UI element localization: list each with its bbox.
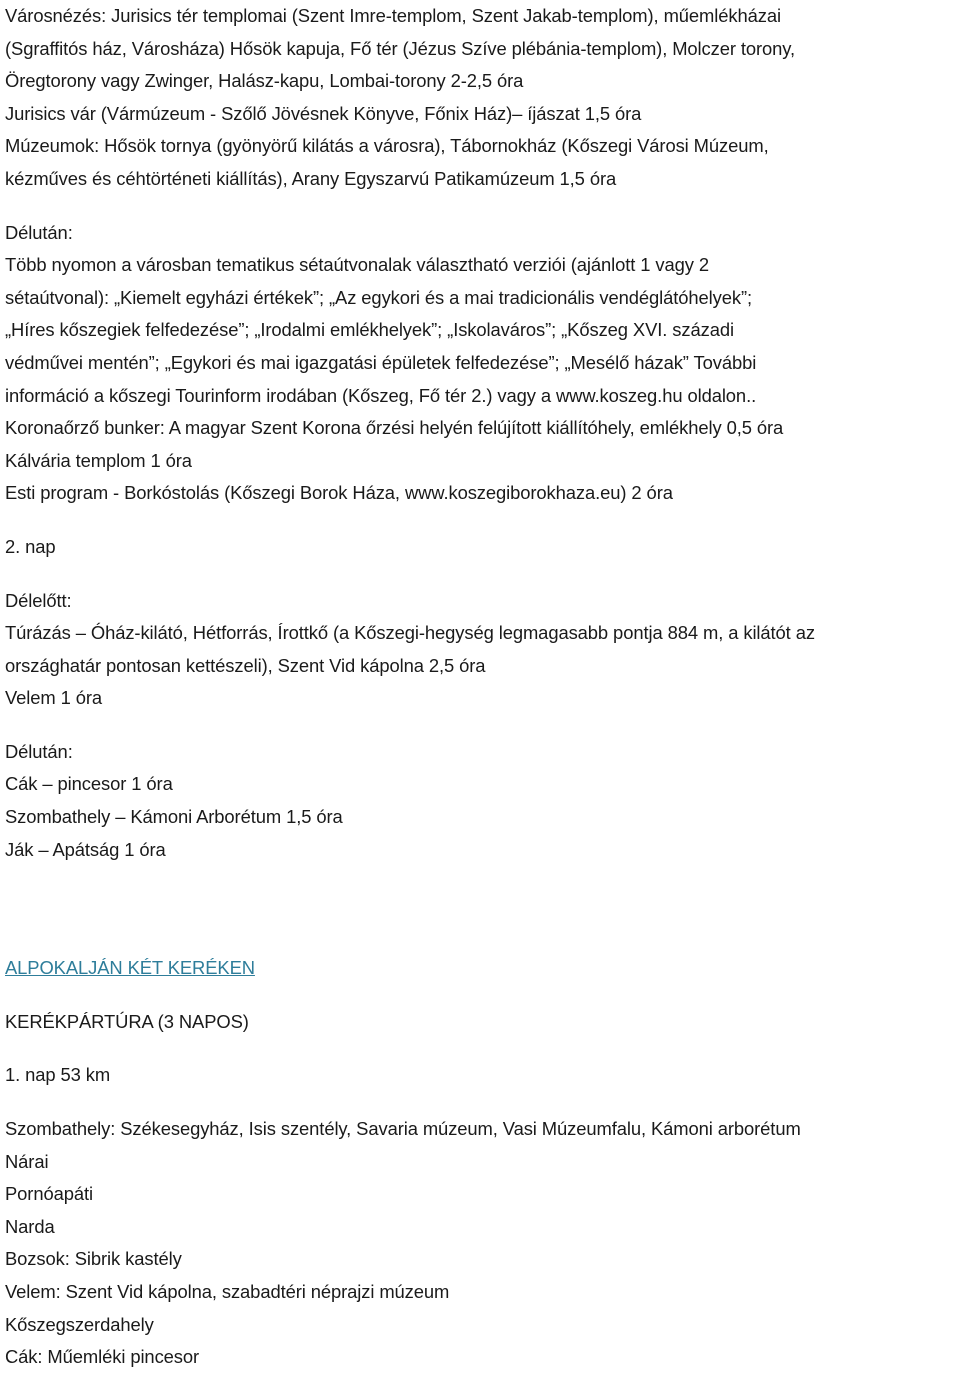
- bike-tour-link-text[interactable]: ALPOKALJÁN KÉT KERÉKEN: [5, 957, 255, 979]
- day2-afternoon-line: Ják – Apátság 1 óra: [5, 838, 166, 860]
- day1-morning-line: kézműves és céhtörténeti kiállítás), Arany Egyszarvú Patikamúzeum 1,5 óra: [5, 167, 617, 189]
- day1-afternoon-line: információ a kőszegi Tourinform irodában (Kőszeg, Fő tér 2.) vagy a www.koszeg.hu oldalon..: [5, 384, 757, 406]
- day1-morning-line: Jurisics vár (Vármúzeum - Szőlő Jövésnek Könyve, Főnix Ház)– íjászat 1,5 óra: [5, 102, 642, 124]
- day1-morning-line: (Sgraffitós ház, Városháza) Hősök kapuja, Fő tér (Jézus Szíve plébánia-templom), Molczer torony,: [5, 37, 796, 59]
- bike-tour-subtitle: KERÉKPÁRTÚRA (3 NAPOS): [5, 1010, 249, 1032]
- day1-afternoon-line: Koronaőrző bunker: A magyar Szent Korona őrzési helyén felújított kiállítóhely, emlékhely 0,5 óra: [5, 417, 784, 439]
- bike-tour-stop: Nárai: [5, 1150, 49, 1172]
- day1-morning-line: Öregtorony vagy Zwinger, Halász-kapu, Lombai-torony 2-2,5 óra: [5, 70, 524, 92]
- day1-morning-line: Múzeumok: Hősök tornya (gyönyörű kilátás a városra), Tábornokház (Kőszegi Városi Múzeum,: [5, 135, 769, 157]
- bike-tour-stop: Szombathely: Székesegyház, Isis szentély, Savaria múzeum, Vasi Múzeumfalu, Kámoni arborétum: [5, 1118, 801, 1140]
- day1-morning-line: Városnézés: Jurisics tér templomai (Szent Imre-templom, Szent Jakab-templom), műemlékházai: [5, 5, 781, 26]
- bike-tour-stop: Pornóapáti: [5, 1183, 93, 1205]
- bike-tour-stop: Bozsok: Sibrik kastély: [5, 1248, 182, 1270]
- bike-tour-day1-title: 1. nap 53 km: [5, 1064, 111, 1086]
- day2-morning-line: Túrázás – Óház-kilátó, Hétforrás, Írottkő (a Kőszegi-hegység legmagasabb pontja 884 m, a kilátót az: [5, 622, 815, 644]
- bike-tour-link[interactable]: [5, 952, 960, 985]
- day2-morning-line: országhatár pontosan kettészeli), Szent Vid kápolna 2,5 óra: [5, 654, 486, 676]
- day2-afternoon-line: Cák – pincesor 1 óra: [5, 773, 173, 795]
- day1-afternoon-line: védművei mentén”; „Egykori és mai igazgatási épületek felfedezése”; „Mesélő házak” További: [5, 351, 757, 373]
- day1-afternoon-line: sétaútvonal): „Kiemelt egyházi értékek”; „Az egykori és a mai tradicionális vendéglátóhelyek”;: [5, 286, 753, 308]
- document-page: [5, 0, 960, 1374]
- bike-tour-stop: Velem: Szent Vid kápolna, szabadtéri néprajzi múzeum: [5, 1281, 450, 1302]
- day1-afternoon-line: Több nyomon a városban tematikus sétaútvonalak választható verziói (ajánlott 1 vagy 2: [5, 254, 710, 276]
- day1-afternoon-line: Esti program - Borkóstolás (Kőszegi Borok Háza, www.koszegiborokhaza.eu) 2 óra: [5, 482, 673, 504]
- bike-tour-stop: Kőszegszerdahely: [5, 1313, 154, 1335]
- day2-afternoon-line: Szombathely – Kámoni Arborétum 1,5 óra: [5, 806, 343, 828]
- bike-tour-stop: Narda: [5, 1215, 55, 1237]
- day2-afternoon-heading: Délután:: [5, 740, 73, 762]
- day2-morning-line: Velem 1 óra: [5, 687, 103, 709]
- bike-tour-stop: Cák: Műemléki pincesor: [5, 1346, 200, 1368]
- day2-morning-heading: Délelőtt:: [5, 589, 72, 611]
- day2-title: 2. nap: [5, 535, 56, 557]
- day1-afternoon-heading: Délután:: [5, 221, 73, 243]
- day1-afternoon-line: „Híres kőszegiek felfedezése”; „Irodalmi emlékhelyek”; „Iskolaváros”; „Kőszeg XVI. századi: [5, 319, 734, 341]
- day1-afternoon-line: Kálvária templom 1 óra: [5, 449, 192, 471]
